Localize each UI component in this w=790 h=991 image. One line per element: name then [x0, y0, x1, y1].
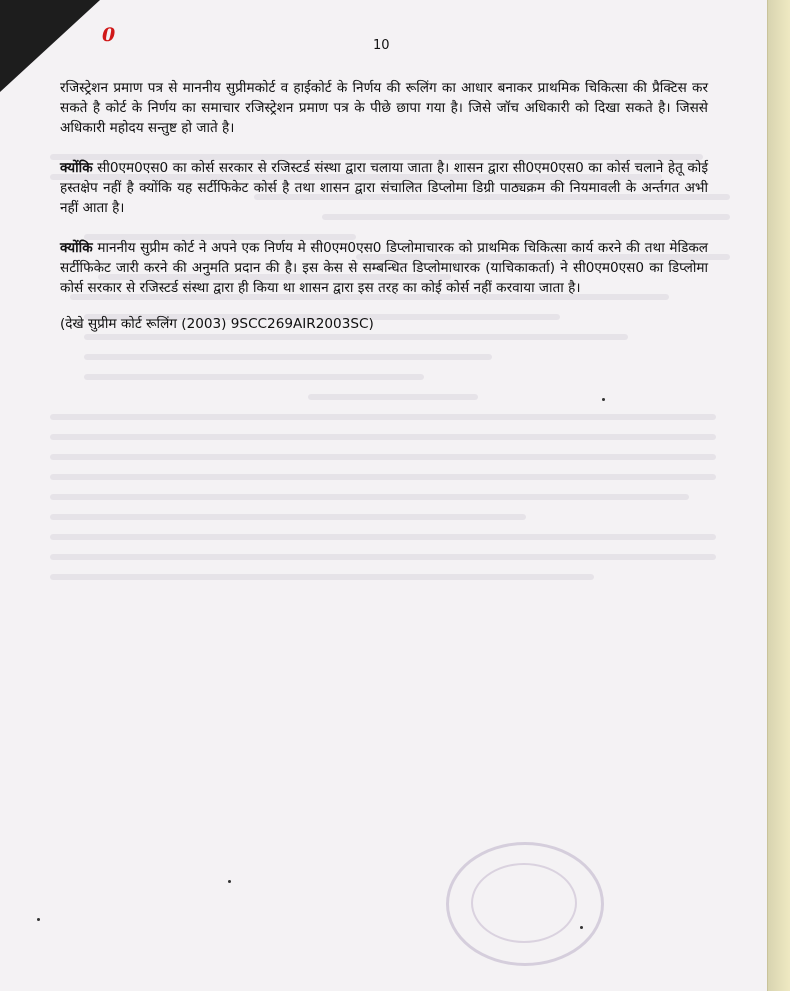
- speck: [228, 880, 231, 883]
- paragraph-3-lead: क्योंकि: [60, 240, 93, 256]
- paragraph-2: [60, 158, 708, 218]
- paragraph-3: [60, 238, 708, 298]
- paragraph-1: [60, 78, 708, 138]
- paragraph-3-text: माननीय सुप्रीम कोर्ट ने अपने एक निर्णय मे सी0एम0एस0 डिप्लोमाचारक को प्राथमिक चिकित्सा कार्य करने की तथा मेडिकल सर्टीफिकेट जारी करने की अनुमति प्रदान की है। इस केस से सम्बन्धित डिप्लोमाधारक (याचिकाकर्ता) ने सी0एम0एस0 का डिप्लोमा कोर्स सरकार से रजिस्टर्ड संस्था द्वारा ही किया था शासन द्वारा इस तरह का कोई कोर्स नहीं करवाया जाता है।: [60, 240, 708, 296]
- page-number: 10: [373, 38, 390, 53]
- red-handwritten-mark: 0: [102, 24, 116, 46]
- citation-text: (देखे सुप्रीम कोर्ट रूलिंग (2003) 9SCC269AIR2003SC): [60, 316, 374, 332]
- paragraph-1-text: रजिस्ट्रेशन प्रमाण पत्र से माननीय सुप्रीमकोर्ट व हाईकोर्ट के निर्णय की रूलिंग का आधार बनाकर प्राथमिक चिकित्सा की प्रैक्टिस कर सकते है कोर्ट के निर्णय का समाचार रजिस्ट्रेशन प्रमाण पत्र के पीछे छापा गया है। जिसे जॉच अधिकारी को दिखा सकते है। जिससे अधिकारी महोदय सन्तुष्ट हो जाते है।: [60, 80, 708, 136]
- document-body: [60, 78, 708, 334]
- faded-stamp: [446, 842, 604, 966]
- paragraph-2-lead: क्योंकि: [60, 160, 93, 176]
- paragraph-2-text: सी0एम0एस0 का कोर्स सरकार से रजिस्टर्ड संस्था द्वारा चलाया जाता है। शासन द्वारा सी0एम0एस0 का कोर्स चलाने हेतू कोई हस्तक्षेप नहीं है क्योंकि यह सर्टीफिकेट कोर्स है तथा शासन द्वारा संचालित डिप्लोमा डिग्री पाठ्यक्रम की नियमावली के अर्न्तगत अभी नहीं आता है।: [60, 160, 708, 216]
- underlying-page-edge: [767, 0, 790, 991]
- citation: [60, 314, 708, 334]
- speck: [580, 926, 583, 929]
- speck: [37, 918, 40, 921]
- speck: [602, 398, 605, 401]
